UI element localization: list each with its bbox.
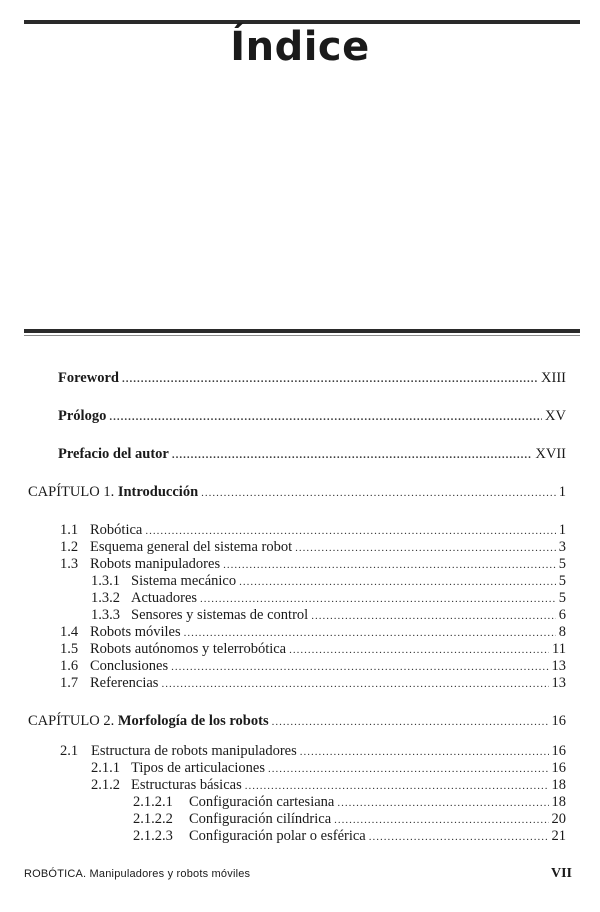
toc-entry-number: 1.4	[60, 624, 79, 640]
leader-dots	[161, 676, 548, 692]
toc-chapter-2[interactable]	[28, 713, 566, 730]
leader-dots	[172, 447, 533, 463]
toc-entry-label: Robots autónomos y telerrobótica	[90, 641, 287, 657]
toc-entry-page: 16	[551, 713, 566, 729]
leader-dots	[184, 625, 556, 641]
toc-entry-page: 20	[551, 811, 566, 827]
section-rule-thin	[24, 335, 580, 336]
leader-dots	[300, 744, 549, 760]
toc-entry[interactable]	[60, 522, 566, 539]
toc-entry-page: 13	[551, 658, 566, 674]
toc-entry-label: Robots manipuladores	[90, 556, 221, 572]
toc-entry-foreword[interactable]	[58, 370, 566, 387]
toc-entry-number: 1.3.2	[91, 590, 120, 606]
toc-entry-number: 1.5	[60, 641, 79, 657]
leader-dots	[289, 642, 549, 658]
leader-dots	[268, 761, 549, 777]
toc-entry-label: Configuración cilíndrica	[189, 811, 332, 827]
leader-dots	[337, 795, 548, 811]
toc-subentry[interactable]	[91, 760, 566, 777]
toc-entry-page: 21	[551, 828, 566, 844]
toc-entry-label: Robots móviles	[90, 624, 181, 640]
toc-entry-label: Tipos de articulaciones	[131, 760, 265, 776]
chapter-title: Morfología de los robots	[117, 713, 269, 729]
toc-entry[interactable]	[60, 658, 566, 675]
toc-entry-number: 2.1.2.2	[133, 811, 173, 827]
toc-entry-label: Prefacio del autor	[58, 446, 169, 462]
toc-entry-number: 1.6	[60, 658, 79, 674]
toc-entry[interactable]	[60, 556, 566, 573]
toc-entry-page: 5	[558, 590, 566, 606]
toc-entry-label: Foreword	[58, 370, 119, 386]
chapter-heading	[28, 484, 198, 500]
toc-entry-page: 18	[551, 794, 566, 810]
page-footer	[24, 866, 572, 882]
toc-entry-number: 2.1.2	[91, 777, 120, 793]
toc-entry-page: 18	[551, 777, 566, 793]
leader-dots	[334, 812, 548, 828]
toc-entry-page: 11	[552, 641, 566, 657]
toc-subentry[interactable]	[91, 777, 566, 794]
toc-entry-number: 1.1	[60, 522, 79, 538]
toc-entry-page: 16	[551, 760, 566, 776]
toc-subsubentry[interactable]	[133, 828, 566, 845]
toc-entry-label: Referencias	[90, 675, 159, 691]
toc-chapter-1[interactable]	[28, 484, 566, 501]
toc-subentry[interactable]	[91, 590, 566, 607]
leader-dots	[245, 778, 549, 794]
chapter-title: Introducción	[117, 484, 199, 500]
chapter-prefix: CAPÍTULO 1.	[28, 484, 118, 500]
page-title: Índice	[230, 24, 370, 70]
toc-entry-label: Estructuras básicas	[131, 777, 242, 793]
toc-entry-label: Conclusiones	[90, 658, 169, 674]
toc-entry-number: 1.3	[60, 556, 79, 572]
toc-entry-number: 2.1	[60, 743, 79, 759]
toc-entry-number: 2.1.1	[91, 760, 120, 776]
leader-dots	[311, 608, 556, 624]
leader-dots	[369, 829, 549, 845]
leader-dots	[201, 485, 556, 501]
toc-entry-label: Configuración polar o esférica	[189, 828, 366, 844]
toc-entry-page: 3	[558, 539, 566, 555]
toc-entry-page: 1	[558, 522, 566, 538]
leader-dots	[223, 557, 556, 573]
toc-entry-number: 1.3.3	[91, 607, 120, 623]
toc-entry-number: 2.1.2.3	[133, 828, 173, 844]
toc-entry-label: Robótica	[90, 522, 143, 538]
toc-subentry[interactable]	[91, 573, 566, 590]
leader-dots	[109, 409, 542, 425]
running-footer-title: ROBÓTICA. Manipuladores y robots móviles	[24, 868, 251, 880]
toc-entry-label: Prólogo	[58, 408, 107, 424]
toc-entry-number: 1.2	[60, 539, 79, 555]
chapter-heading	[28, 713, 269, 729]
toc-entry[interactable]	[60, 675, 566, 692]
toc-subsubentry[interactable]	[133, 811, 566, 828]
toc-entry-label: Esquema general del sistema robot	[90, 539, 293, 555]
toc-entry-label: Estructura de robots manipuladores	[91, 743, 297, 759]
leader-dots	[122, 371, 538, 387]
toc-entry[interactable]	[60, 539, 566, 556]
toc-entry-page: 1	[558, 484, 566, 500]
leader-dots	[295, 540, 556, 556]
leader-dots	[200, 591, 556, 607]
toc-entry-number: 2.1.2.1	[133, 794, 173, 810]
toc-subentry[interactable]	[91, 607, 566, 624]
chapter-prefix: CAPÍTULO 2.	[28, 713, 118, 729]
toc-entry-page: 13	[551, 675, 566, 691]
toc-entry-page: 5	[558, 573, 566, 589]
toc-entry-page: 16	[551, 743, 566, 759]
toc-entry-label: Sensores y sistemas de control	[131, 607, 309, 623]
toc-entry-label: Actuadores	[131, 590, 198, 606]
toc-entry-prologo[interactable]	[58, 408, 566, 425]
toc-entry-page: 8	[558, 624, 566, 640]
leader-dots	[145, 523, 555, 539]
toc-entry-label: Sistema mecánico	[131, 573, 237, 589]
toc-entry-page: XIII	[541, 370, 566, 386]
toc-entry-page: 5	[558, 556, 566, 572]
section-rule	[24, 329, 580, 333]
toc-entry[interactable]	[60, 641, 566, 658]
toc-subsubentry[interactable]	[133, 794, 566, 811]
toc-entry-prefacio[interactable]	[58, 446, 566, 463]
toc-entry-number: 1.7	[60, 675, 79, 691]
toc-entry-number: 1.3.1	[91, 573, 120, 589]
leader-dots	[272, 714, 549, 730]
toc-entry-page: 6	[558, 607, 566, 623]
toc-entry-label: Configuración cartesiana	[189, 794, 335, 810]
leader-dots	[171, 659, 548, 675]
toc-entry[interactable]	[60, 743, 566, 760]
toc-entry-page: XV	[545, 408, 566, 424]
page-number: VII	[550, 866, 572, 881]
leader-dots	[239, 574, 556, 590]
toc-entry[interactable]	[60, 624, 566, 641]
toc-entry-page: XVII	[535, 446, 566, 462]
